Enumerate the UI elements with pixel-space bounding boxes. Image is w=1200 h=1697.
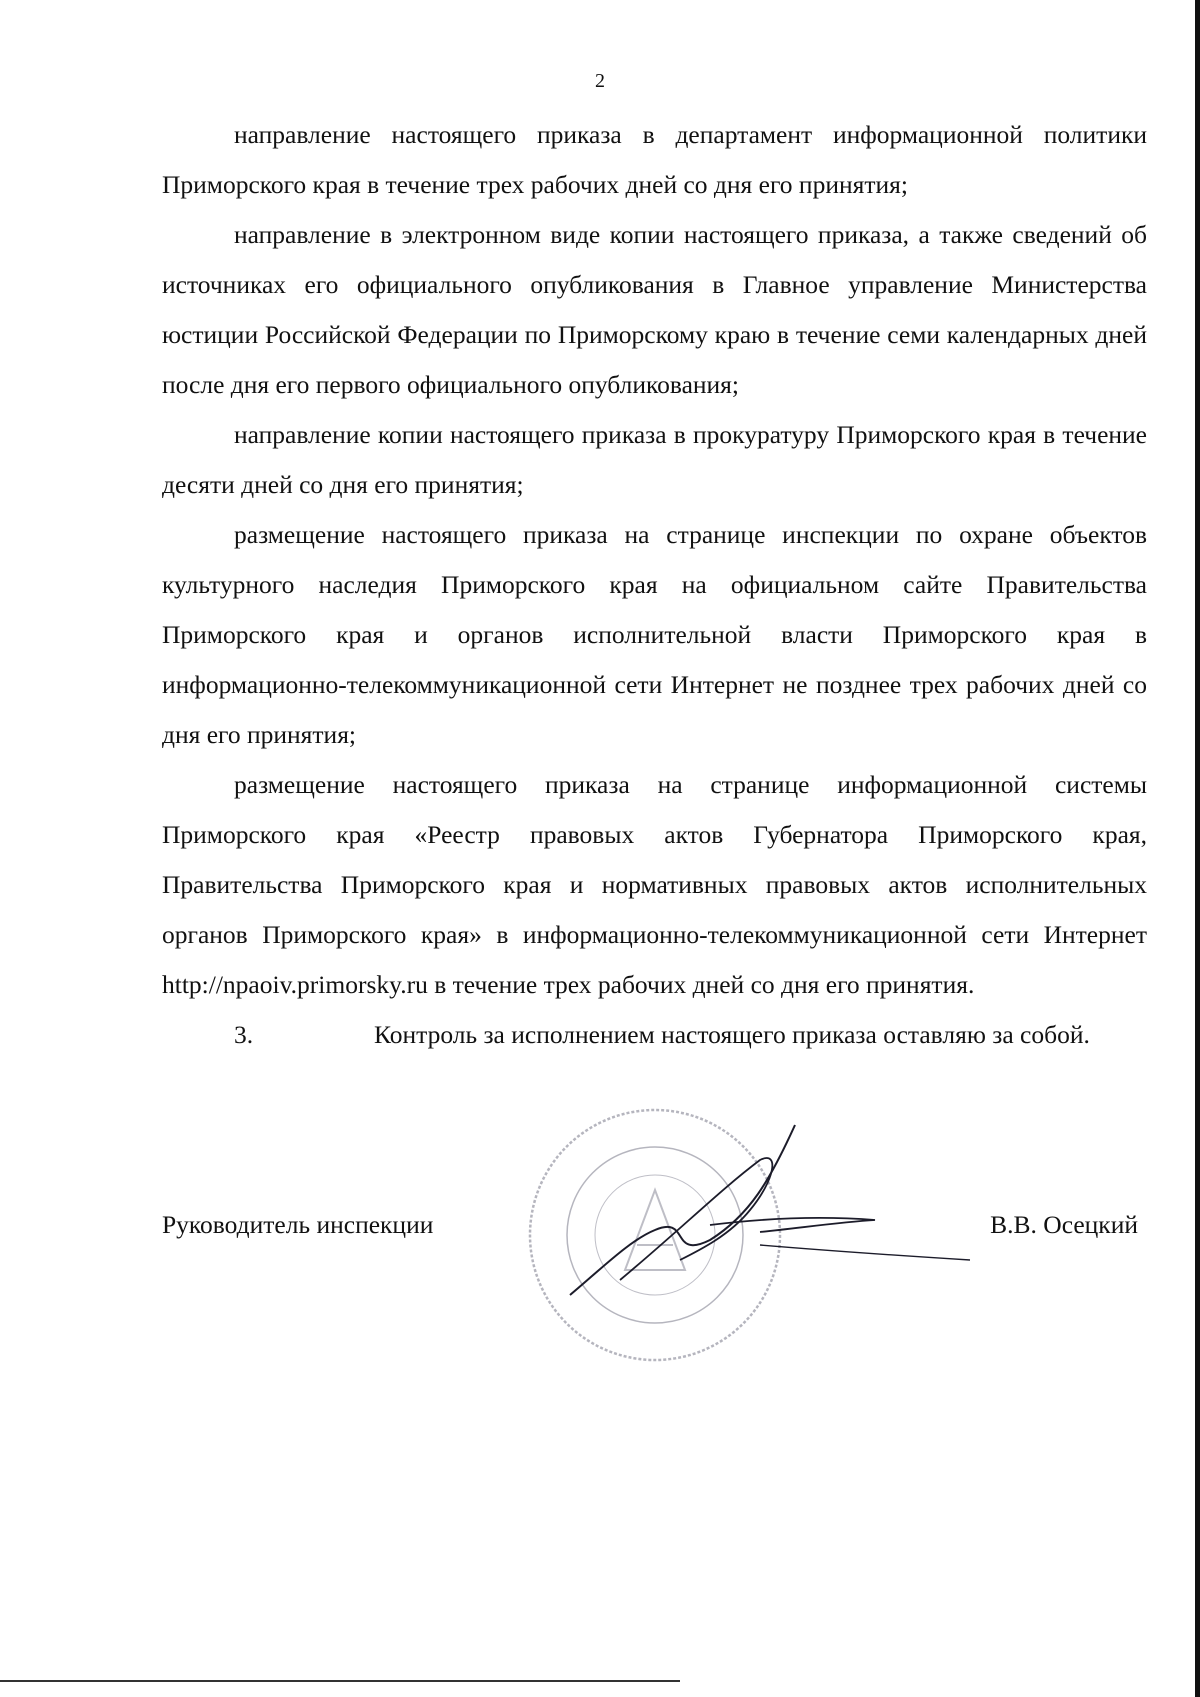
handwritten-signature	[560, 1120, 980, 1320]
bottom-rule	[0, 1680, 680, 1682]
item-text: Контроль за исполнением настоящего приказа оставляю за собой.	[374, 1020, 1090, 1049]
paragraph: направление настоящего приказа в департамент информационной политики Приморского края в течение трех рабочих дней со дня его принятия;	[162, 120, 1147, 199]
signatory-position: Руководитель инспекции	[162, 1210, 434, 1239]
item-number: 3.	[234, 1020, 254, 1049]
paragraph: размещение настоящего приказа на странице инспекции по охране объектов культурного наследия Приморского края на официальном сайте Правительства Приморского края и органов исполнительной власти Приморского края в информационно-телекоммуникационной сети Интернет не позднее трех рабочих дней со дня его принятия;	[162, 520, 1147, 749]
signatory-name: В.В. Осецкий	[990, 1210, 1138, 1239]
paragraph: направление копии настоящего приказа в прокуратуру Приморского края в течение десяти дней со дня его принятия;	[162, 420, 1147, 499]
paragraph: направление в электронном виде копии настоящего приказа, а также сведений об источниках его официального опубликования в Главное управление Министерства юстиции Российской Федерации по Приморскому краю в течение семи календарных дней после дня его первого официального опубликования;	[162, 220, 1147, 399]
document-body	[162, 110, 1147, 1060]
numbered-item	[162, 1010, 1147, 1060]
page-number: 2	[595, 70, 605, 92]
scan-edge-border	[1195, 0, 1200, 1697]
paragraph: размещение настоящего приказа на странице информационной системы Приморского края «Реестр правовых актов Губернатора Приморского края, Правительства Приморского края и нормативных правовых актов исполнительных органов Приморского края» в информационно-телекоммуникационной сети Интернет http://npaoiv.primorsky.ru в течение трех рабочих дней со дня его принятия.	[162, 770, 1147, 999]
